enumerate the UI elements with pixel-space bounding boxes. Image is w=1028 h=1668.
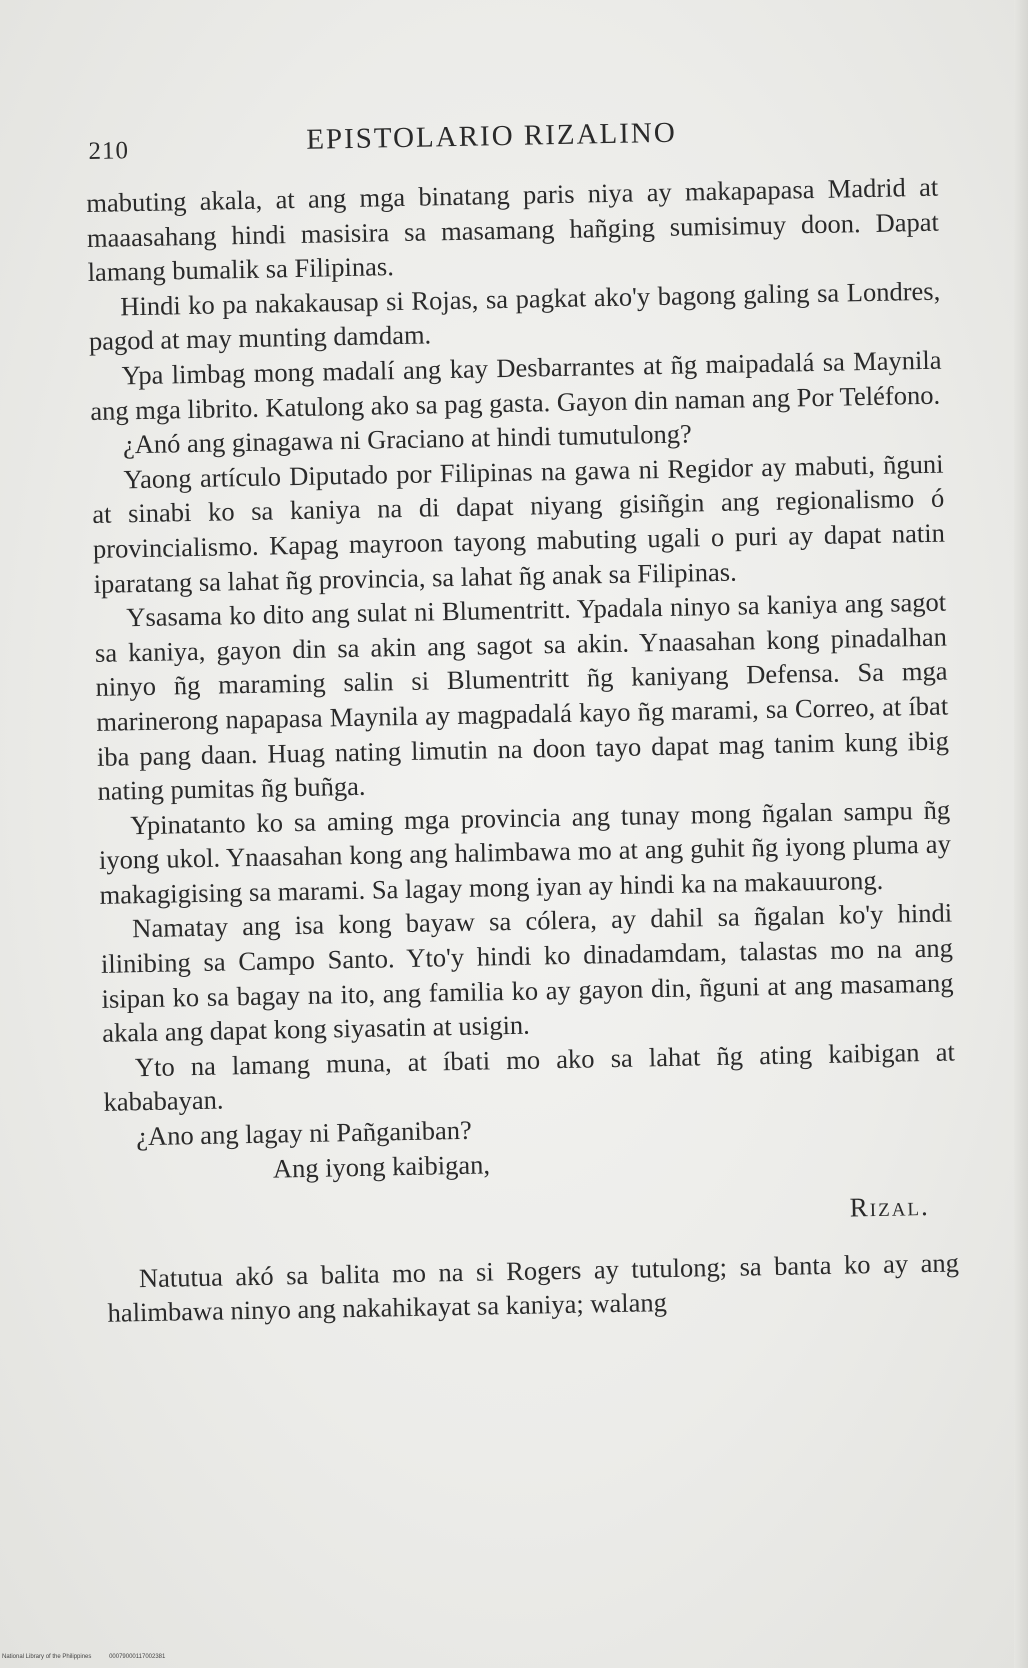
signature: Rizal. [849, 1191, 931, 1223]
paragraph-6: Ysasama ko dito ang sulat ni Blumentritt. Ypadala ninyo sa kaniya ang sagot sa kaniya, gayon din sa akin ang sagot sa akin. Ynaasahan kong pinadalhan ninyo ñg maraming salin si Blumentritt ñg kaniyang Defensa. Sa mga marinerong napapasa Maynila ay magpadalá kayo ñg marami, sa Correo, at íbat iba pang daan. Huag nating limutin na doon tayo dapat mag tanim kung ibig nating pumitas ñg buñga. [94, 586, 950, 806]
paragraph-9: Yto na lamang muna, at íbati mo ako sa lahat ñg ating kaibigan at kababayan. [103, 1036, 956, 1118]
paragraph-3: Ypa limbag mong madalí ang kay Desbarrantes at ñg maipadalá sa Maynila ang mga librito. Katulong ako sa pag gasta. Gayon din naman ang Por Teléfono. [90, 344, 942, 426]
paragraph-4: ¿Anó ang ginagawa ni Graciano at hindi tumutulong? [122, 418, 693, 460]
closing-salutation: Ang iyong kaibigan, [272, 1149, 491, 1184]
letter-body [86, 170, 960, 1331]
barcode-number: 00079000117002381 [109, 1654, 166, 1660]
page-number: 210 [88, 137, 130, 165]
paragraph-10: ¿Ano ang lagay ni Pañganiban? [135, 1114, 473, 1152]
paragraph-7: Ypinatanto ko sa aming mga provincia ang tunay mong ñgalan sampu ñg iyong ukol. Ynaasahan kong ang halimbawa mo at ang guhit ñg iyong pluma ay makagigising sa marami. Sa lagay mong iyan ay hindi ka na makauurong. [98, 794, 952, 910]
paragraph-8: Namatay ang isa kong bayaw sa cólera, ay dahil sa ñgalan ko'y hindi ilinibing sa Campo Santo. Yto'y hindi ko dinadamdam, talastas mo na ang isipan ko sa bagay na ito, ang familia ko ay gayon din, ñguni at ang masamang akala ang dapat kong siyasatin at usigin. [100, 897, 954, 1049]
library-credit: National Library of the Philippines [2, 1654, 92, 1660]
page-header [88, 112, 929, 172]
running-title: EPISTOLARIO RIZALINO [305, 116, 678, 156]
page-edge-shadow [1014, 0, 1028, 1668]
paragraph-11: Natutua akó sa balita mo na si Rogers ay tutulong; sa banta ko ay ang halimbawa ninyo ang nakahikayat sa kaniya; walang [107, 1247, 960, 1329]
footer-credit [2, 1654, 165, 1660]
paragraph-5: Yaong artículo Diputado por Filipinas na gawa ni Regidor ay mabuti, ñguni at sinabi ko sa kaniya na di dapat niyang gisiñgin ang regionalismo ó provincialismo. Kapag mayroon tayong mabuting ugali o puri ay dapat natin iparatang sa lahat ñg provincia, sa lahat ñg anak sa Filipinas. [92, 448, 946, 599]
paragraph-2: Hindi ko pa nakakausap si Rojas, sa pagkat ako'y bagong galing sa Londres, pagod at may munting damdam. [88, 275, 941, 357]
paragraph-1: mabuting akala, at ang mga binatang paris niya ay makapapasa Madrid at maaasahang hindi masisira sa masamang hañging sumisimuy doon. Dapat lamang bumalik sa Filipinas. [86, 171, 940, 288]
